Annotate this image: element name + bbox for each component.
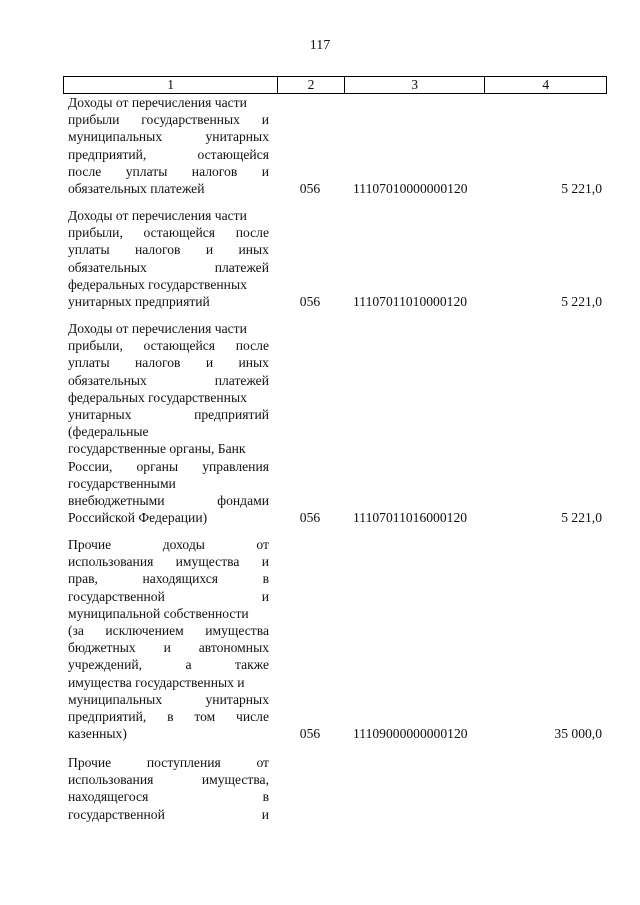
name-line: предприятий, остающейся [68, 146, 269, 162]
name-line: после уплаты налогов и [68, 163, 269, 179]
name-line: обязательных платежей [68, 259, 269, 275]
budget-classification-code: 11107011010000120 [353, 294, 468, 310]
name-line: обязательных платежей [68, 372, 269, 388]
table-row [68, 754, 608, 823]
income-name [68, 207, 269, 310]
name-line: Доходы от перечисления части [68, 95, 247, 110]
amount: 5 221,0 [561, 294, 602, 310]
name-line: муниципальных унитарных [68, 129, 269, 145]
budget-classification-code: 11107010000000120 [353, 181, 468, 197]
name-line: (федеральные [68, 424, 149, 440]
name-line: уплаты налогов и иных [68, 355, 269, 371]
amount: 5 221,0 [561, 181, 602, 197]
table-row [68, 207, 608, 310]
income-name [68, 754, 269, 823]
income-name [68, 320, 269, 526]
name-line: Российской Федерации) [68, 510, 208, 526]
name-line: уплаты налогов и иных [68, 242, 269, 258]
name-line: федеральных государственных [68, 389, 247, 405]
name-line: Доходы от перечисления части [68, 208, 247, 223]
admin-code: 056 [299, 181, 321, 197]
name-line: Доходы от перечисления части [68, 321, 247, 336]
name-line: государственными [68, 475, 176, 491]
table-row [68, 536, 608, 742]
page-number: 117 [309, 38, 331, 53]
name-line: унитарных предприятий [68, 407, 269, 423]
amount: 35 000,0 [554, 726, 602, 742]
name-line: (за исключением имущества [68, 623, 269, 639]
income-name [68, 94, 269, 197]
name-line: использования имущества, [68, 772, 269, 788]
table-row [68, 94, 608, 197]
name-line: России, органы управления [68, 458, 269, 474]
name-line: государственные органы, Банк [68, 441, 246, 457]
name-line: прибыли государственных и [68, 112, 269, 128]
name-line: предприятий, в том числе [68, 709, 269, 725]
header-col-3: 3 [345, 77, 485, 93]
table-row [68, 320, 608, 526]
name-line: Прочие поступления от [68, 755, 269, 770]
name-line: государственной и [68, 588, 269, 604]
name-line: имущества государственных и [68, 674, 245, 690]
name-line: федеральных государственных [68, 276, 247, 292]
name-line: находящегося в [68, 789, 269, 805]
income-name [68, 536, 269, 742]
admin-code: 056 [299, 726, 321, 742]
header-col-4: 4 [542, 77, 550, 92]
name-line: Прочие доходы от [68, 537, 269, 552]
name-line: учреждений, а также [68, 657, 269, 673]
name-line: государственной и [68, 806, 269, 822]
name-line: муниципальных унитарных [68, 691, 269, 707]
budget-classification-code: 11109000000000120 [353, 726, 468, 742]
name-line: использования имущества и [68, 554, 269, 570]
name-line: бюджетных и автономных [68, 640, 269, 656]
name-line: внебюджетными фондами [68, 493, 269, 509]
name-line: унитарных предприятий [68, 294, 210, 310]
name-line: казенных) [68, 726, 127, 742]
table-header-row [63, 76, 607, 94]
name-line: прибыли, остающейся после [68, 338, 269, 354]
name-line: прав, находящихся в [68, 571, 269, 587]
amount: 5 221,0 [561, 510, 602, 526]
admin-code: 056 [299, 294, 321, 310]
header-col-2: 2 [278, 77, 345, 93]
name-line: муниципальной собственности [68, 605, 249, 621]
header-col-1: 1 [64, 77, 278, 93]
admin-code: 056 [299, 510, 321, 526]
budget-classification-code: 11107011016000120 [353, 510, 468, 526]
name-line: обязательных платежей [68, 181, 205, 197]
name-line: прибыли, остающейся после [68, 225, 269, 241]
